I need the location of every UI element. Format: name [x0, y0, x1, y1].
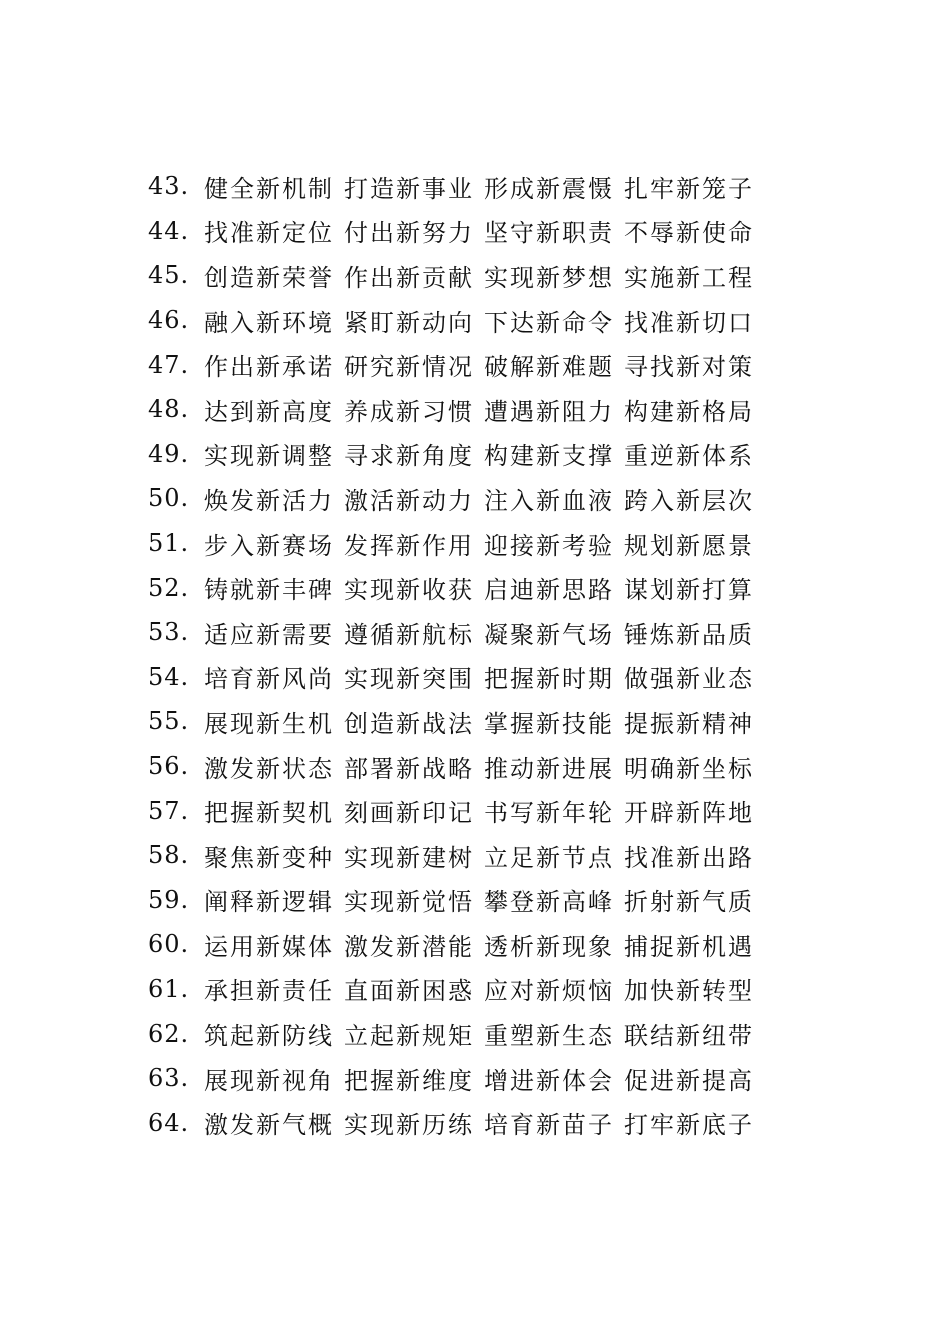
phrase-text: 扎牢新笼子 [624, 174, 754, 203]
numbered-phrase-list [148, 164, 788, 1145]
phrase-text: 培育新风尚 [204, 665, 334, 694]
list-item [148, 253, 788, 298]
phrase-text: 发挥新作用 [344, 531, 474, 560]
phrase-text: 付出新努力 [344, 219, 474, 248]
phrase-text: 达到新高度 [204, 397, 334, 426]
phrase-text: 提振新精神 [624, 709, 754, 738]
phrase-text: 攀登新高峰 [484, 888, 614, 917]
item-number: 64. [148, 1108, 190, 1137]
phrase-text: 实现新收获 [344, 576, 474, 605]
item-number: 49. [148, 439, 190, 468]
phrase-text: 养成新习惯 [344, 397, 474, 426]
phrase-text: 重塑新生态 [484, 1022, 614, 1051]
phrase-text: 实现新调整 [204, 442, 334, 471]
phrase-text: 折射新气质 [624, 888, 754, 917]
phrase-text: 激发新气概 [204, 1111, 334, 1140]
phrase-text: 紧盯新动向 [344, 308, 474, 337]
item-number: 44. [148, 216, 190, 245]
phrase-text: 作出新承诺 [204, 353, 334, 382]
phrase-text: 激活新动力 [344, 486, 474, 515]
phrase-text: 焕发新活力 [204, 486, 334, 515]
list-item [148, 610, 788, 655]
phrase-text: 实现新梦想 [484, 263, 614, 292]
phrase-text: 掌握新技能 [484, 709, 614, 738]
phrase-text: 遭遇新阻力 [484, 397, 614, 426]
phrase-text: 透析新现象 [484, 932, 614, 961]
phrase-text: 部署新战略 [344, 754, 474, 783]
list-item [148, 476, 788, 521]
phrase-text: 寻找新对策 [624, 353, 754, 382]
phrase-text: 把握新契机 [204, 799, 334, 828]
phrase-text: 寻求新角度 [344, 442, 474, 471]
item-number: 53. [148, 618, 190, 647]
phrase-text: 实现新突围 [344, 665, 474, 694]
phrase-text: 找准新定位 [204, 219, 334, 248]
phrase-text: 把握新维度 [344, 1066, 474, 1095]
list-item [148, 744, 788, 789]
phrase-text: 开辟新阵地 [624, 799, 754, 828]
phrase-text: 适应新需要 [204, 620, 334, 649]
list-item [148, 1100, 788, 1145]
phrase-text: 迎接新考验 [484, 531, 614, 560]
phrase-text: 破解新难题 [484, 353, 614, 382]
phrase-text: 不辱新使命 [624, 219, 754, 248]
phrase-text: 书写新年轮 [484, 799, 614, 828]
phrase-text: 筑起新防线 [204, 1022, 334, 1051]
list-item [148, 164, 788, 209]
phrase-text: 构建新格局 [624, 397, 754, 426]
phrase-text: 打牢新底子 [624, 1111, 754, 1140]
phrase-text: 做强新业态 [624, 665, 754, 694]
phrase-text: 找准新出路 [624, 843, 754, 872]
phrase-text: 步入新赛场 [204, 531, 334, 560]
phrase-text: 凝聚新气场 [484, 620, 614, 649]
phrase-text: 直面新困惑 [344, 977, 474, 1006]
phrase-text: 坚守新职责 [484, 219, 614, 248]
item-number: 57. [148, 796, 190, 825]
phrase-text: 健全新机制 [204, 174, 334, 203]
phrase-text: 实现新历练 [344, 1111, 474, 1140]
phrase-text: 推动新进展 [484, 754, 614, 783]
item-number: 58. [148, 841, 190, 870]
phrase-text: 重逆新体系 [624, 442, 754, 471]
phrase-text: 遵循新航标 [344, 620, 474, 649]
list-item [148, 655, 788, 700]
list-item [148, 1011, 788, 1056]
phrase-text: 实现新觉悟 [344, 888, 474, 917]
phrase-text: 促进新提高 [624, 1066, 754, 1095]
item-number: 45. [148, 261, 190, 290]
item-number: 62. [148, 1019, 190, 1048]
item-number: 46. [148, 306, 190, 335]
list-item [148, 521, 788, 566]
phrase-text: 注入新血液 [484, 486, 614, 515]
list-item [148, 878, 788, 923]
phrase-text: 实现新建树 [344, 843, 474, 872]
phrase-text: 启迪新思路 [484, 576, 614, 605]
phrase-text: 立起新规矩 [344, 1022, 474, 1051]
phrase-text: 展现新生机 [204, 709, 334, 738]
phrase-text: 加快新转型 [624, 977, 754, 1006]
list-item [148, 387, 788, 432]
phrase-text: 创造新荣誉 [204, 263, 334, 292]
phrase-text: 形成新震慑 [484, 174, 614, 203]
item-number: 51. [148, 529, 190, 558]
phrase-text: 刻画新印记 [344, 799, 474, 828]
phrase-text: 运用新媒体 [204, 932, 334, 961]
phrase-text: 增进新体会 [484, 1066, 614, 1095]
item-number: 43. [148, 172, 190, 201]
phrase-text: 把握新时期 [484, 665, 614, 694]
phrase-text: 铸就新丰碑 [204, 576, 334, 605]
list-item [148, 209, 788, 254]
phrase-text: 激发新潜能 [344, 932, 474, 961]
phrase-text: 培育新苗子 [484, 1111, 614, 1140]
phrase-text: 捕捉新机遇 [624, 932, 754, 961]
list-item [148, 1056, 788, 1101]
phrase-text: 展现新视角 [204, 1066, 334, 1095]
phrase-text: 明确新坐标 [624, 754, 754, 783]
phrase-text: 聚焦新变种 [204, 843, 334, 872]
list-item [148, 432, 788, 477]
phrase-text: 应对新烦恼 [484, 977, 614, 1006]
phrase-text: 研究新情况 [344, 353, 474, 382]
phrase-text: 作出新贡献 [344, 263, 474, 292]
item-number: 48. [148, 395, 190, 424]
item-number: 47. [148, 350, 190, 379]
phrase-text: 激发新状态 [204, 754, 334, 783]
phrase-text: 联结新纽带 [624, 1022, 754, 1051]
phrase-text: 构建新支撑 [484, 442, 614, 471]
phrase-text: 立足新节点 [484, 843, 614, 872]
item-number: 50. [148, 484, 190, 513]
list-item [148, 699, 788, 744]
list-item [148, 298, 788, 343]
phrase-text: 谋划新打算 [624, 576, 754, 605]
phrase-text: 找准新切口 [624, 308, 754, 337]
phrase-text: 创造新战法 [344, 709, 474, 738]
list-item [148, 565, 788, 610]
item-number: 61. [148, 974, 190, 1003]
item-number: 54. [148, 662, 190, 691]
phrase-text: 下达新命令 [484, 308, 614, 337]
list-item [148, 788, 788, 833]
phrase-text: 融入新环境 [204, 308, 334, 337]
item-number: 55. [148, 707, 190, 736]
item-number: 60. [148, 930, 190, 959]
item-number: 52. [148, 573, 190, 602]
phrase-text: 实施新工程 [624, 263, 754, 292]
list-item [148, 967, 788, 1012]
phrase-text: 阐释新逻辑 [204, 888, 334, 917]
item-number: 63. [148, 1064, 190, 1093]
phrase-text: 锤炼新品质 [624, 620, 754, 649]
list-item [148, 922, 788, 967]
list-item [148, 342, 788, 387]
item-number: 56. [148, 752, 190, 781]
list-item [148, 833, 788, 878]
phrase-text: 打造新事业 [344, 174, 474, 203]
phrase-text: 跨入新层次 [624, 486, 754, 515]
phrase-text: 承担新责任 [204, 977, 334, 1006]
item-number: 59. [148, 885, 190, 914]
phrase-text: 规划新愿景 [624, 531, 754, 560]
